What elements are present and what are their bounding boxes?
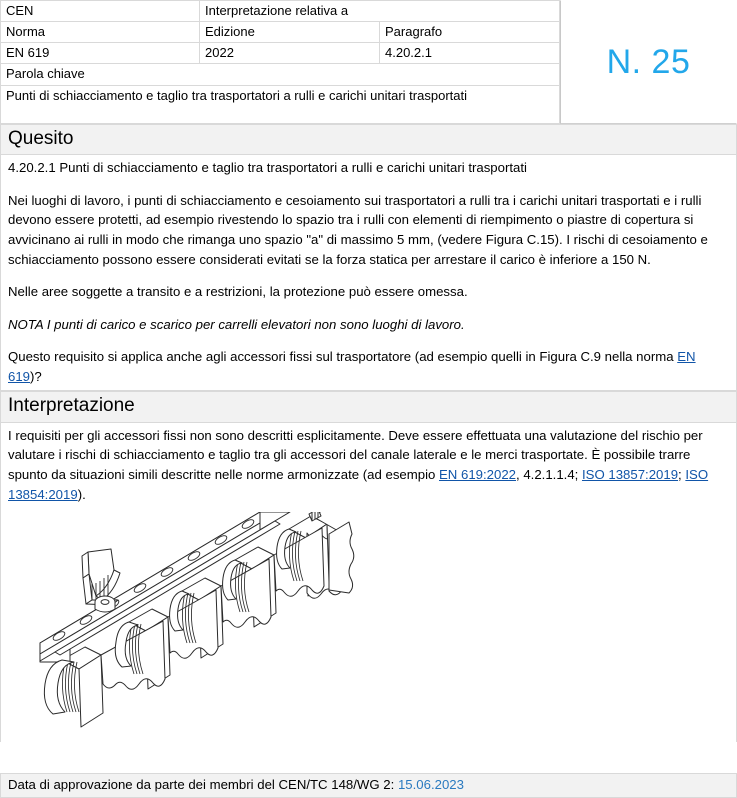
link-en-619[interactable]: EN 619 — [8, 349, 696, 384]
keyword-text: Punti di schiacciamento e taglio tra trasportatori a rulli e carichi unitari trasportati — [1, 85, 560, 123]
metadata-table-wrapper — [0, 0, 560, 124]
spacer — [8, 178, 728, 191]
norma-value: EN 619 — [1, 43, 200, 64]
document-number: N. 25 — [606, 42, 691, 81]
question-prefix: Questo requisito si applica anche agli accessori fissi sul trasportatore (ad esempio quelli in Figura C.9 nella norma — [8, 349, 678, 365]
document-number-box — [560, 0, 737, 124]
approval-date: 15.06.2023 — [397, 777, 464, 793]
link-iso-13854-2019[interactable]: ISO 13854:2019 — [8, 466, 709, 502]
link-iso-13857-2019[interactable]: ISO 13857:2019 — [581, 466, 679, 482]
title-row — [1, 1, 560, 22]
interp-prefix: I requisiti per gli accessori fissi non sono descritti esplicitamente. Deve essere effettuata una valutazione del rischio per valutare i rischi di schiacciamento e taglio tra gli accessori del canale laterale e le merci trasportate. È possibile trarre spunto da situazioni simili descritte nelle norme armonizzate (ad esempio — [8, 427, 703, 482]
spacer — [8, 334, 728, 347]
spacer — [8, 269, 728, 282]
approval-label: Data di approvazione da parte dei membri del CEN/TC 148/WG 2: — [8, 777, 398, 793]
organization-cell: CEN — [1, 1, 200, 22]
document-title-cell: Interpretazione relativa a — [200, 1, 560, 22]
interpretazione-body — [0, 423, 737, 742]
quesito-paragraph-2: Nelle aree soggette a transito e a restrizioni, la protezione può essere omessa. — [8, 284, 468, 300]
interp-between-1: , 4.2.1.1.4; — [516, 466, 582, 482]
interp-between-2: ; — [678, 466, 686, 482]
paragrafo-label: Paragrafo — [380, 22, 560, 43]
column-labels-row — [1, 22, 560, 43]
quesito-paragraph-1: Nei luoghi di lavoro, i punti di schiacciamento e cesoiamento sui trasportatori a rulli tra i carichi unitari trasportati e i rulli devono essere protetti, ad esempio rivestendo lo spazio tra i rulli con elementi di riempimento o piastre di copertura si avvicinano ai rulli in modo che rimanga uno spazio "a" di massimo 5 mm, (vedere Figura C.15). I rischi di cesoiamento e schiacciamento possono essere considerati evitati se la forza statica per arrestare il carico è inferiore a 150 N. — [8, 192, 708, 267]
edizione-value: 2022 — [200, 43, 380, 64]
quesito-nota: NOTA I punti di carico e scarico per carrelli elevatori non sono luoghi di lavoro. — [8, 316, 465, 332]
norma-label: Norma — [1, 22, 200, 43]
roller-conveyor-diagram — [22, 512, 452, 742]
keyword-text-row — [1, 85, 560, 123]
figure-container — [8, 504, 728, 742]
quesito-clause-line: 4.20.2.1 Punti di schiacciamento e taglio tra trasportatori a rulli e carichi unitari trasportati — [8, 160, 527, 176]
interpretazione-band-label: Interpretazione — [0, 391, 737, 423]
question-suffix: )? — [30, 368, 42, 384]
quesito-band-label: Quesito — [0, 124, 737, 156]
interpretazione-text — [8, 426, 728, 504]
edizione-label: Edizione — [200, 22, 380, 43]
metadata-table — [0, 0, 560, 124]
quesito-question — [8, 347, 728, 386]
keyword-band-label: Parola chiave — [1, 64, 560, 85]
spacer — [8, 302, 728, 315]
keyword-band-row — [1, 64, 560, 85]
approval-footer — [0, 773, 737, 798]
column-values-row — [1, 43, 560, 64]
paragrafo-value: 4.20.2.1 — [380, 43, 560, 64]
link-en-619-2022[interactable]: EN 619:2022 — [439, 466, 516, 482]
interp-suffix: ). — [77, 486, 86, 502]
quesito-body — [0, 155, 737, 391]
header-area — [0, 0, 737, 124]
